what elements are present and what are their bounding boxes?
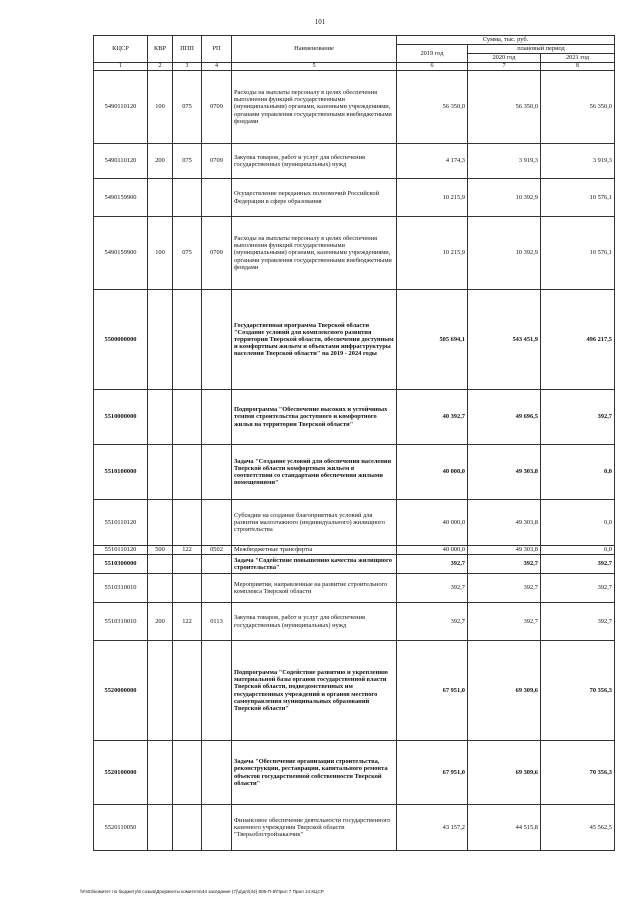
cell-name: Расходы на выплаты персоналу в целях обеспечения выполнения функций государственными (муниципальными) органами, казенными учреждениями, органами управления государственными внебюджетными фондами [232,217,397,290]
table-row [94,641,615,741]
cell-2019: 40 000,0 [397,500,468,546]
cell-kvr: 100 [148,71,173,144]
cell-2019: 505 694,1 [397,290,468,390]
cell-2020: 3 919,3 [468,144,541,179]
cell-ppp: 075 [173,217,202,290]
cell-kcsr: 5510000000 [94,390,148,445]
cell-kcsr: 5510100000 [94,445,148,500]
cell-kvr: 500 [148,546,173,555]
cell-2019: 392,7 [397,555,468,574]
col-number: 3 [173,63,202,71]
cell-name: Закупка товаров, работ и услуг для обеспечения государственных (муниципальных) нужд [232,603,397,641]
cell-2021: 0,0 [541,500,615,546]
header-2020: 2020 год [468,54,541,63]
cell-2019: 4 174,3 [397,144,468,179]
cell-rp [202,179,232,217]
cell-name: Мероприятия, направленные на развитие строительного комплекса Тверской области [232,574,397,603]
cell-ppp [173,500,202,546]
cell-2019: 392,7 [397,574,468,603]
cell-ppp [173,179,202,217]
cell-ppp [173,805,202,851]
cell-rp: 0709 [202,217,232,290]
table-row [94,71,615,144]
cell-kcsr: 5520000000 [94,641,148,741]
cell-2021: 45 562,5 [541,805,615,851]
cell-2019: 10 215,9 [397,179,468,217]
cell-2020: 44 515,8 [468,805,541,851]
cell-2020: 392,7 [468,574,541,603]
cell-rp: 0709 [202,71,232,144]
cell-rp [202,574,232,603]
cell-rp [202,641,232,741]
cell-kcsr: 5520110050 [94,805,148,851]
cell-2021: 496 217,5 [541,290,615,390]
cell-rp: 0502 [202,546,232,555]
cell-kvr: 100 [148,217,173,290]
cell-rp [202,741,232,805]
cell-2021: 392,7 [541,603,615,641]
cell-rp: 0709 [202,144,232,179]
cell-rp [202,390,232,445]
cell-rp [202,805,232,851]
cell-2019: 10 215,9 [397,217,468,290]
header-sum: Сумма, тыс. руб. [397,36,615,45]
cell-kcsr: 5520100000 [94,741,148,805]
cell-rp [202,500,232,546]
cell-ppp [173,574,202,603]
cell-kvr [148,641,173,741]
col-number: 8 [541,63,615,71]
table-row [94,217,615,290]
cell-ppp [173,641,202,741]
cell-2019: 67 951,0 [397,641,468,741]
cell-2021: 392,7 [541,555,615,574]
header-2021: 2021 год [541,54,615,63]
cell-2020: 49 696,5 [468,390,541,445]
cell-kvr [148,555,173,574]
cell-kvr [148,805,173,851]
page-number: 101 [314,18,326,26]
cell-kvr [148,741,173,805]
header-2019: 2019 год [397,45,468,63]
cell-rp [202,290,232,390]
cell-2019: 40 000,0 [397,546,468,555]
cell-2020: 49 303,8 [468,445,541,500]
table-row [94,144,615,179]
col-number: 7 [468,63,541,71]
col-number: 6 [397,63,468,71]
cell-2021: 3 919,3 [541,144,615,179]
table-row [94,574,615,603]
cell-2019: 43 157,2 [397,805,468,851]
cell-ppp [173,390,202,445]
cell-2019: 40 392,7 [397,390,468,445]
cell-2020: 69 309,6 [468,741,541,805]
cell-rp [202,445,232,500]
cell-2021: 0,0 [541,546,615,555]
cell-ppp [173,555,202,574]
cell-kvr: 200 [148,144,173,179]
header-ppp: ППП [173,36,202,63]
header-plan-period: плановый период [468,45,615,54]
cell-name: Подпрограмма "Обеспечение высоких и устойчивых темпов строительства доступного и комфортного жилья на территории Тверской области" [232,390,397,445]
cell-name: Задача "Содействие повышению качества жилищного строительства" [232,555,397,574]
cell-kcsr: 5490110120 [94,71,148,144]
cell-kvr: 200 [148,603,173,641]
cell-rp: 0113 [202,603,232,641]
footer-file-path: \\Fs03\комитет по бюджету\6 созыв\Документы комитета\44 заседание (7)\д\дп\(44) 806-П-6\Прил 7 Прил 14 КЦСР [80,889,324,894]
cell-2019: 392,7 [397,603,468,641]
header-name: Наименование [232,36,397,63]
cell-kvr [148,290,173,390]
cell-kcsr: 5490159900 [94,179,148,217]
cell-2019: 40 000,0 [397,445,468,500]
cell-2019: 67 951,0 [397,741,468,805]
cell-2021: 0,0 [541,445,615,500]
cell-kcsr: 5510110120 [94,500,148,546]
cell-2021: 10 576,1 [541,217,615,290]
cell-name: Межбюджетные трансферты [232,546,397,555]
cell-2020: 543 451,9 [468,290,541,390]
cell-ppp [173,741,202,805]
col-number: 4 [202,63,232,71]
table-row [94,445,615,500]
cell-ppp: 122 [173,603,202,641]
cell-2021: 10 576,1 [541,179,615,217]
cell-2020: 49 303,8 [468,500,541,546]
cell-name: Осуществление переданных полномочий Российской Федерации в сфере образования [232,179,397,217]
cell-name: Государственная программа Тверской области "Создание условий для комплексного развития территории Тверской области, обеспечения доступным и комфортным жильем и объектами инфраструктуры населения Тверской области" на 2019 - 2024 годы [232,290,397,390]
cell-kcsr: 5490110120 [94,144,148,179]
cell-kvr [148,179,173,217]
cell-kcsr: 5510310010 [94,574,148,603]
table-row [94,546,615,555]
cell-ppp: 075 [173,144,202,179]
cell-ppp: 122 [173,546,202,555]
cell-kcsr: 5510300000 [94,555,148,574]
header-kcsr: КЦСР [94,36,148,63]
budget-table [93,35,615,851]
cell-kcsr: 5500000000 [94,290,148,390]
cell-kcsr: 5490159900 [94,217,148,290]
cell-2020: 69 309,6 [468,641,541,741]
table-row [94,390,615,445]
cell-name: Закупка товаров, работ и услуг для обеспечения государственных (муниципальных) нужд [232,144,397,179]
cell-2021: 392,7 [541,574,615,603]
table-row [94,290,615,390]
cell-name: Финансовое обеспечение деятельности государственного казенного учреждения Тверской области "Тверьоблстройзаказчик" [232,805,397,851]
cell-ppp: 075 [173,71,202,144]
cell-2020: 10 392,9 [468,179,541,217]
cell-name: Задача "Обеспечение организации строительства, реконструкции, реставрации, капитального ремонта объектов государственной собственности Тверской области" [232,741,397,805]
cell-2021: 56 350,0 [541,71,615,144]
cell-kvr [148,445,173,500]
table-row [94,741,615,805]
cell-kvr [148,574,173,603]
cell-name: Подпрограмма "Содействие развитию и укреплению материальной базы органов государственной власти Тверской области, подведомственных им государственных учреждений и органов местного самоуправления муниципальных образований Тверской области" [232,641,397,741]
cell-ppp [173,290,202,390]
cell-2020: 392,7 [468,603,541,641]
table-row [94,500,615,546]
cell-2021: 392,7 [541,390,615,445]
cell-2019: 56 350,0 [397,71,468,144]
cell-name: Задача "Создание условий для обеспечения населения Тверской области комфортным жильем в соответствии со стандартами обеспечения жилыми помещениями" [232,445,397,500]
cell-kcsr: 5510110120 [94,546,148,555]
cell-2020: 10 392,9 [468,217,541,290]
cell-ppp [173,445,202,500]
cell-kvr [148,390,173,445]
col-number: 2 [148,63,173,71]
cell-name: Расходы на выплаты персоналу в целях обеспечения выполнения функций государственными (муниципальными) органами, казенными учреждениями, органами управления государственными внебюджетными фондами [232,71,397,144]
table-row [94,555,615,574]
cell-kcsr: 5510310010 [94,603,148,641]
header-kvr: КВР [148,36,173,63]
table-row [94,805,615,851]
cell-2020: 392,7 [468,555,541,574]
table-row [94,603,615,641]
cell-2020: 56 350,0 [468,71,541,144]
cell-2020: 49 303,8 [468,546,541,555]
cell-2021: 70 356,3 [541,641,615,741]
col-number: 1 [94,63,148,71]
cell-rp [202,555,232,574]
table-row [94,179,615,217]
col-number: 5 [232,63,397,71]
cell-kvr [148,500,173,546]
cell-2021: 70 356,3 [541,741,615,805]
header-rp: РП [202,36,232,63]
cell-name: Субсидии на создание благоприятных условий для развития малоэтажного (индивидуального) жилищного строительства [232,500,397,546]
